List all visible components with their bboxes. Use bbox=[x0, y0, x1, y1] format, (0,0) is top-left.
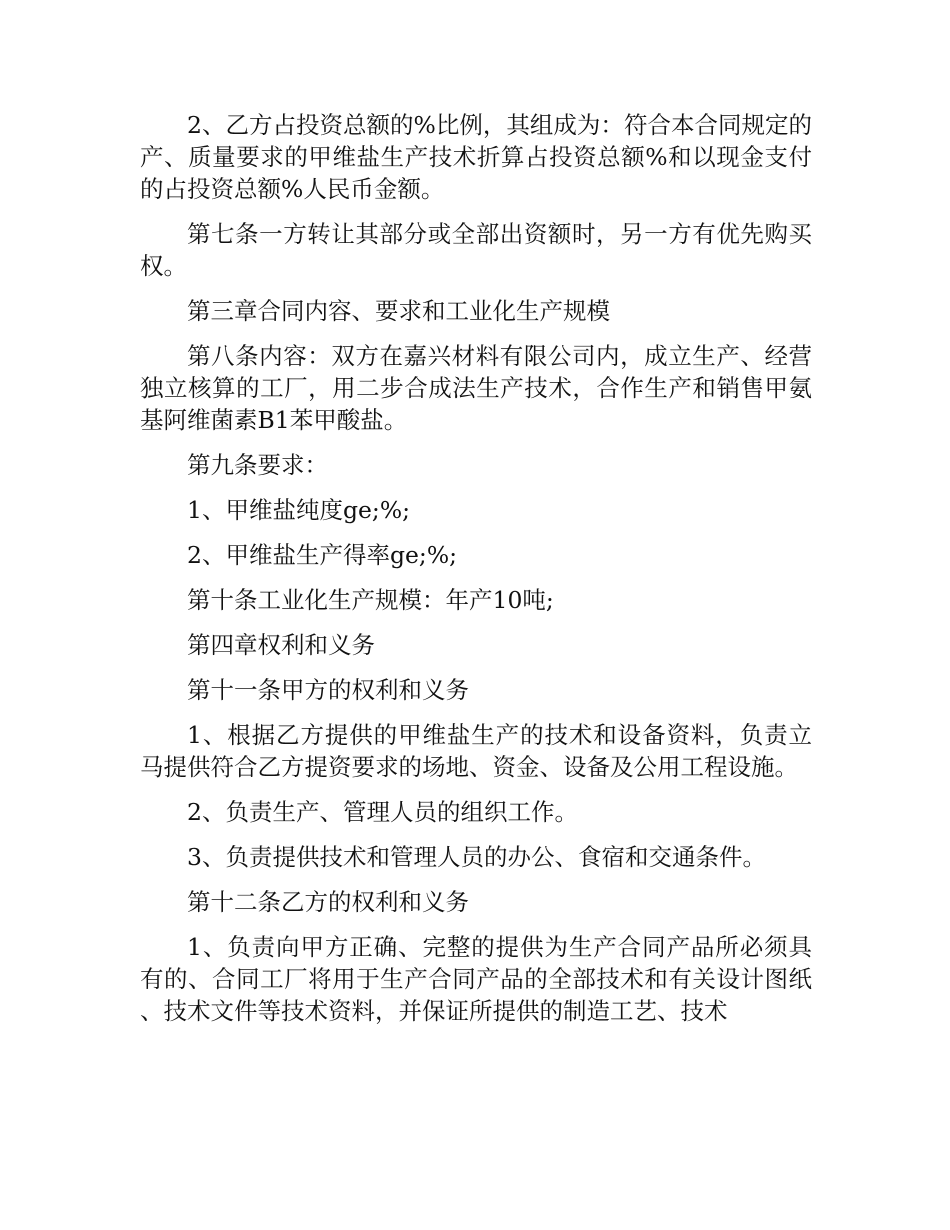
paragraph-article-8: 第八条内容：双方在嘉兴材料有限公司内，成立生产、经营独立核算的工厂，用二步合成法生产技术，合作生产和销售甲氨基阿维菌素B1苯甲酸盐。 bbox=[140, 342, 812, 434]
paragraph-article-11: 第十一条甲方的权利和义务 bbox=[187, 676, 469, 704]
paragraph-purity: 1、甲维盐纯度ge;%; bbox=[187, 496, 411, 524]
paragraph-article-12: 第十二条乙方的权利和义务 bbox=[187, 888, 469, 916]
paragraph-article-9: 第九条要求： bbox=[187, 451, 328, 479]
paragraph-article-10: 第十条工业化生产规模：年产10吨; bbox=[187, 586, 554, 614]
paragraph-investment-share: 2、乙方占投资总额的%比例，其组成为：符合本合同规定的产、质量要求的甲维盐生产技术折算占投资总额%和以现金支付的占投资总额%人民币金额。 bbox=[140, 111, 812, 203]
paragraph-yield: 2、甲维盐生产得率ge;%; bbox=[187, 541, 458, 569]
paragraph-party-b-duty-1: 1、负责向甲方正确、完整的提供为生产合同产品所必须具有的、合同工厂将用于生产合同产品的全部技术和有关设计图纸、技术文件等技术资料，并保证所提供的制造工艺、技术 bbox=[140, 933, 812, 1025]
paragraph-party-a-duty-1: 1、根据乙方提供的甲维盐生产的技术和设备资料，负责立马提供符合乙方提资要求的场地、资金、设备及公用工程设施。 bbox=[140, 721, 812, 781]
paragraph-article-7: 第七条一方转让其部分或全部出资额时，另一方有优先购买权。 bbox=[140, 220, 812, 280]
paragraph-party-a-duty-3: 3、负责提供技术和管理人员的办公、食宿和交通条件。 bbox=[187, 843, 766, 871]
paragraph-party-a-duty-2: 2、负责生产、管理人员的组织工作。 bbox=[187, 798, 578, 826]
document-body bbox=[140, 109, 812, 1040]
chapter-4-heading: 第四章权利和义务 bbox=[187, 631, 375, 659]
chapter-3-heading: 第三章合同内容、要求和工业化生产规模 bbox=[187, 297, 610, 325]
